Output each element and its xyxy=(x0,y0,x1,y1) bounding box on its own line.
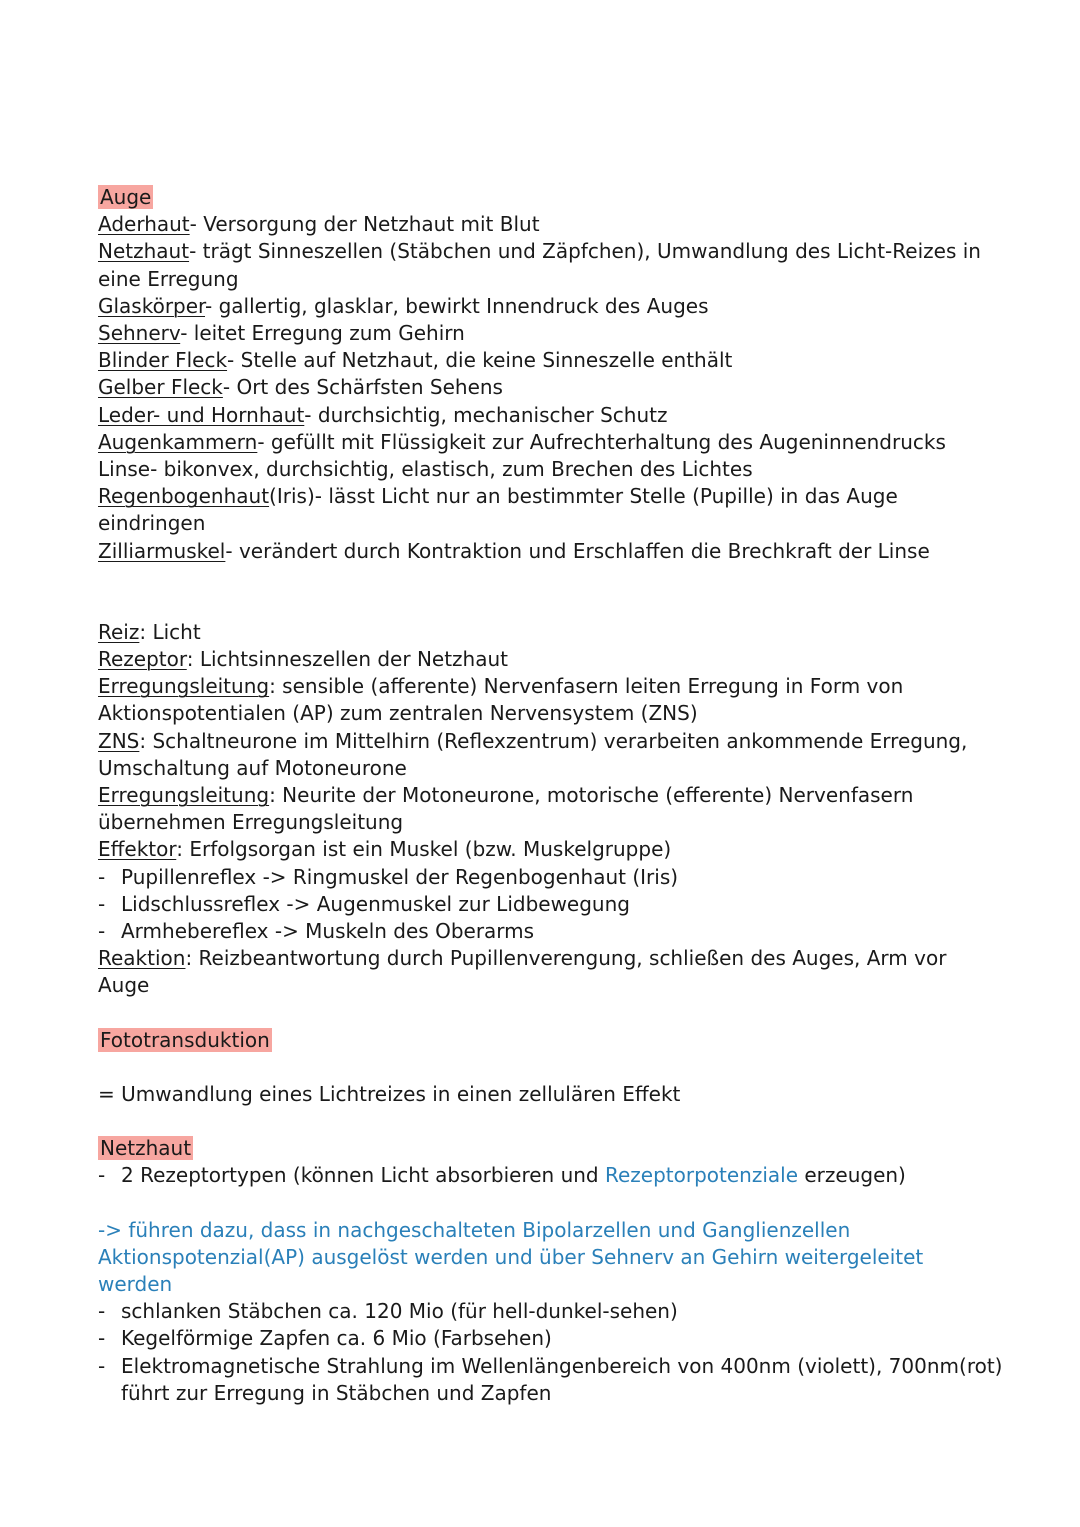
reflex-erregungsleitung-2-cont: übernehmen Erregungsleitung xyxy=(98,810,404,835)
desc-effektor: : Erfolgsorgan ist ein Muskel (bzw. Muskelgruppe) xyxy=(176,837,672,862)
term-reiz: Reiz xyxy=(98,619,140,644)
term-erregungsleitung-2: Erregungsleitung xyxy=(98,783,270,808)
spacer xyxy=(98,1108,998,1135)
reflex-reaktion-cont: Auge xyxy=(98,973,150,998)
list-item xyxy=(98,864,998,891)
reflex-erregungsleitung-1-cont: Aktionspotentialen (AP) zum zentralen Nervensystem (ZNS) xyxy=(98,701,698,726)
auge-item-leder-hornhaut xyxy=(98,402,998,429)
auge-item-zilliarmuskel xyxy=(98,538,998,565)
desc-rezeptor: : Lichtsinneszellen der Netzhaut xyxy=(186,647,508,672)
list-item xyxy=(98,891,998,918)
rezeptorpotenziale-term: Rezeptorpotenziale xyxy=(604,1163,799,1188)
term-sehnerv: Sehnerv xyxy=(98,321,181,346)
desc-gelber-fleck: - Ort des Schärfsten Sehens xyxy=(222,375,503,400)
list-item-text: führt zur Erregung in Stäbchen und Zapfen xyxy=(121,1380,552,1405)
auge-item-blinder-fleck xyxy=(98,347,998,374)
dash-bullet: - xyxy=(98,1326,106,1351)
term-blinder-fleck: Blinder Fleck xyxy=(98,348,228,373)
auge-item-glaskoerper xyxy=(98,293,998,320)
list-item-text: 2 Rezeptortypen (können Licht absorbieren und xyxy=(121,1163,605,1188)
blue-note-line: Aktionspotenzial(AP) ausgelöst werden und über Sehnerv an Gehirn weitergeleitet xyxy=(98,1244,924,1269)
spacer xyxy=(98,565,998,619)
dash-bullet: - xyxy=(98,1163,106,1188)
term-reaktion: Reaktion xyxy=(98,946,186,971)
desc-zilliarmuskel: - verändert durch Kontraktion und Erschlaffen die Brechkraft der Linse xyxy=(225,538,930,563)
auge-item-netzhaut xyxy=(98,238,998,265)
list-item xyxy=(98,1353,1003,1380)
list-item xyxy=(98,1325,998,1352)
reflex-erregungsleitung-1 xyxy=(98,673,998,700)
term-aderhaut: Aderhaut xyxy=(98,212,190,237)
fototransduktion-heading-line xyxy=(98,1027,998,1054)
desc-reiz: : Licht xyxy=(139,619,201,644)
term-rezeptor: Rezeptor xyxy=(98,647,187,672)
reflex-erregungsleitung-2 xyxy=(98,782,998,809)
spacer xyxy=(98,1054,998,1081)
desc-erregungsleitung-2: : Neurite der Motoneurone, motorische (efferente) Nervenfasern xyxy=(269,783,914,808)
blue-note-line: werden xyxy=(98,1271,173,1296)
auge-item-regenbogenhaut-cont: eindringen xyxy=(98,511,206,536)
reflex-zns xyxy=(98,728,998,755)
desc-leder-hornhaut: - durchsichtig, mechanischer Schutz xyxy=(304,402,668,427)
list-item-text: schlanken Stäbchen ca. 120 Mio (für hell-dunkel-sehen) xyxy=(121,1299,678,1324)
desc-augenkammern: - gefüllt mit Flüssigkeit zur Aufrechterhaltung des Augeninnendrucks xyxy=(257,429,946,454)
list-item-text-end: erzeugen) xyxy=(798,1163,906,1188)
reflex-reaktion xyxy=(98,945,998,972)
desc-aderhaut: - Versorgung der Netzhaut mit Blut xyxy=(189,212,540,237)
desc-zns: : Schaltneurone im Mittelhirn (Reflexzentrum) verarbeiten ankommende Erregung, xyxy=(139,728,968,753)
desc-sehnerv: - leitet Erregung zum Gehirn xyxy=(180,321,465,346)
term-regenbogenhaut: Regenbogenhaut xyxy=(98,484,270,509)
list-item xyxy=(98,918,998,945)
list-item-text: Armhebereflex -> Muskeln des Oberarms xyxy=(121,919,535,944)
term-augenkammern: Augenkammern xyxy=(98,429,258,454)
dash-bullet: - xyxy=(98,1353,106,1378)
dash-bullet: - xyxy=(98,919,106,944)
spacer xyxy=(98,1000,998,1027)
reflex-effektor xyxy=(98,836,998,863)
term-zilliarmuskel: Zilliarmuskel xyxy=(98,538,226,563)
desc-regenbogenhaut: (Iris)- lässt Licht nur an bestimmter Stelle (Pupille) in das Auge xyxy=(269,484,898,509)
notes-content xyxy=(98,184,1003,1407)
term-gelber-fleck: Gelber Fleck xyxy=(98,375,223,400)
term-glaskoerper: Glaskörper xyxy=(98,293,206,318)
dash-bullet: - xyxy=(98,1299,106,1324)
list-item xyxy=(98,1298,998,1325)
auge-item-aderhaut xyxy=(98,211,998,238)
netzhaut-heading: Netzhaut xyxy=(100,1136,192,1161)
auge-heading-line xyxy=(98,184,998,211)
desc-reaktion: : Reizbeantwortung durch Pupillenverengung, schließen des Auges, Arm vor xyxy=(185,946,947,971)
dash-bullet: - xyxy=(98,864,106,889)
dash-bullet: - xyxy=(98,891,106,916)
list-item-text: Kegelförmige Zapfen ca. 6 Mio (Farbsehen) xyxy=(121,1326,552,1351)
desc-glaskoerper: - gallertig, glasklar, bewirkt Innendruck des Auges xyxy=(205,293,709,318)
auge-item-gelber-fleck xyxy=(98,374,998,401)
auge-heading: Auge xyxy=(100,185,152,209)
netzhaut-heading-line xyxy=(98,1135,998,1162)
list-item-text: Lidschlussreflex -> Augenmuskel zur Lidbewegung xyxy=(121,891,630,916)
reflex-zns-cont: Umschaltung auf Motoneurone xyxy=(98,755,407,780)
desc-erregungsleitung-1: : sensible (afferente) Nervenfasern leiten Erregung in Form von xyxy=(269,674,904,699)
term-netzhaut: Netzhaut xyxy=(98,239,190,264)
auge-item-sehnerv xyxy=(98,320,998,347)
reflex-rezeptor xyxy=(98,646,998,673)
auge-item-netzhaut-cont: eine Erregung xyxy=(98,266,239,291)
list-item-text: Pupillenreflex -> Ringmuskel der Regenbogenhaut (Iris) xyxy=(121,864,679,889)
list-item-text: Elektromagnetische Strahlung im Wellenlängenbereich von 400nm (violett), 700nm(rot) xyxy=(121,1353,1003,1378)
spacer xyxy=(98,1190,998,1217)
reflex-reiz xyxy=(98,619,998,646)
auge-item-regenbogenhaut xyxy=(98,483,998,510)
list-item-cont xyxy=(98,1380,998,1407)
term-effektor: Effektor xyxy=(98,837,177,862)
fototransduktion-definition: = Umwandlung eines Lichtreizes in einen zellulären Effekt xyxy=(98,1081,681,1106)
fototransduktion-heading: Fototransduktion xyxy=(100,1027,270,1052)
list-item xyxy=(98,1162,998,1189)
auge-item-augenkammern xyxy=(98,429,998,456)
desc-netzhaut: - trägt Sinneszellen (Stäbchen und Zäpfchen), Umwandlung des Licht-Reizes in xyxy=(189,239,981,264)
auge-item-linse: Linse- bikonvex, durchsichtig, elastisch, zum Brechen des Lichtes xyxy=(98,457,753,482)
term-zns: ZNS xyxy=(98,728,140,753)
term-erregungsleitung-1: Erregungsleitung xyxy=(98,674,270,699)
term-leder-hornhaut: Leder- und Hornhaut xyxy=(98,402,305,427)
desc-blinder-fleck: - Stelle auf Netzhaut, die keine Sinneszelle enthält xyxy=(227,348,733,373)
blue-note-line: -> führen dazu, dass in nachgeschalteten Bipolarzellen und Ganglienzellen xyxy=(98,1217,851,1242)
